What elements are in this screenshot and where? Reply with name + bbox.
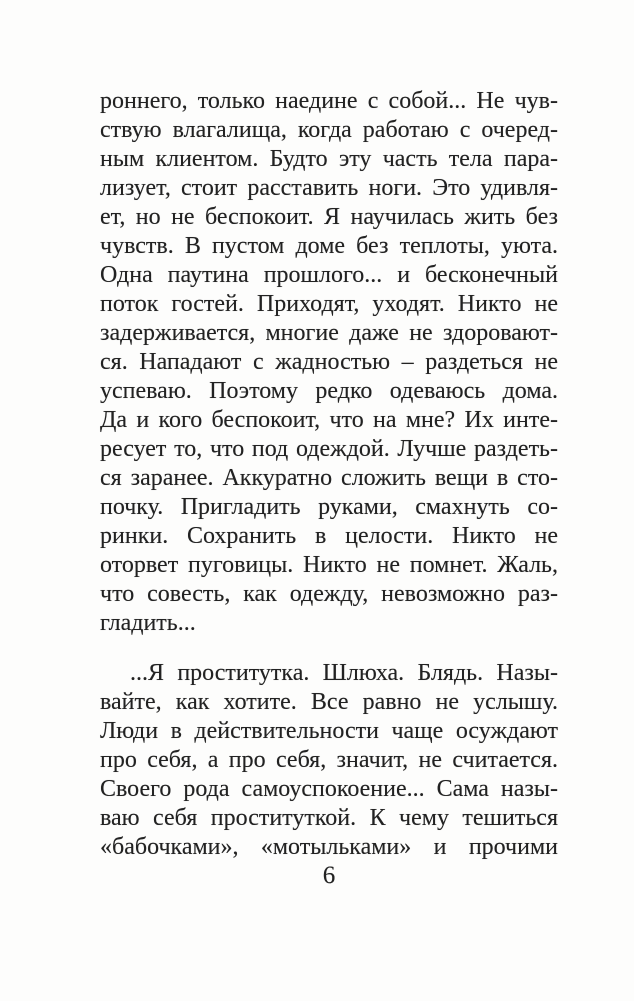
text-line: успеваю. Поэтому редко одеваюсь дома. [100,378,558,404]
text-line: оторвет пуговицы. Никто не помнет. Жаль, [100,552,558,578]
text-line: задерживается, многие даже не здоровают- [100,320,558,346]
text-line: поток гостей. Приходят, уходят. Никто не [100,291,558,317]
paragraph [100,659,558,862]
text-line: Одна паутина прошлого... и бесконечный [100,262,558,288]
text-line: ся. Нападают с жадностью – раздеться не [100,349,558,375]
page-number: 6 [322,862,336,889]
text-line: лизует, стоит расставить ноги. Это удивля- [100,175,558,201]
text-line: что совесть, как одежду, невозможно раз- [100,581,558,607]
text-line: «бабочками», «мотыльками» и прочими [100,834,558,860]
text-line: ет, но не беспокоит. Я научилась жить без [100,204,558,230]
text-block [100,87,558,862]
text-line: роннего, только наедине с собой... Не чув- [100,88,558,114]
text-line: ствую влагалища, когда работаю с очеред- [100,117,558,143]
text-line: Люди в действительности чаще осуждают [100,718,558,744]
text-line: ваю себя проституткой. К чему тешиться [100,805,558,831]
paragraph [100,87,558,638]
text-line: вайте, как хотите. Все равно не услышу. [100,689,558,715]
text-line: ся заранее. Аккуратно сложить вещи в сто- [100,465,558,491]
text-line: ным клиентом. Будто эту часть тела пара- [100,146,558,172]
text-line: Да и кого беспокоит, что на мне? Их инте- [100,407,558,433]
text-line: ринки. Сохранить в целости. Никто не [100,523,558,549]
text-line: гладить... [100,610,196,636]
text-line: Своего рода самоуспокоение... Сама назы- [100,776,558,802]
text-line: ресует то, что под одеждой. Лучше раздеть- [100,436,558,462]
text-line: про себя, а про себя, значит, не считается. [100,747,558,773]
text-line: почку. Пригладить руками, смахнуть со- [100,494,558,520]
text-line: ...Я проститутка. Шлюха. Блядь. Назы- [130,660,558,686]
text-line: чувств. В пустом доме без теплоты, уюта. [100,233,558,259]
